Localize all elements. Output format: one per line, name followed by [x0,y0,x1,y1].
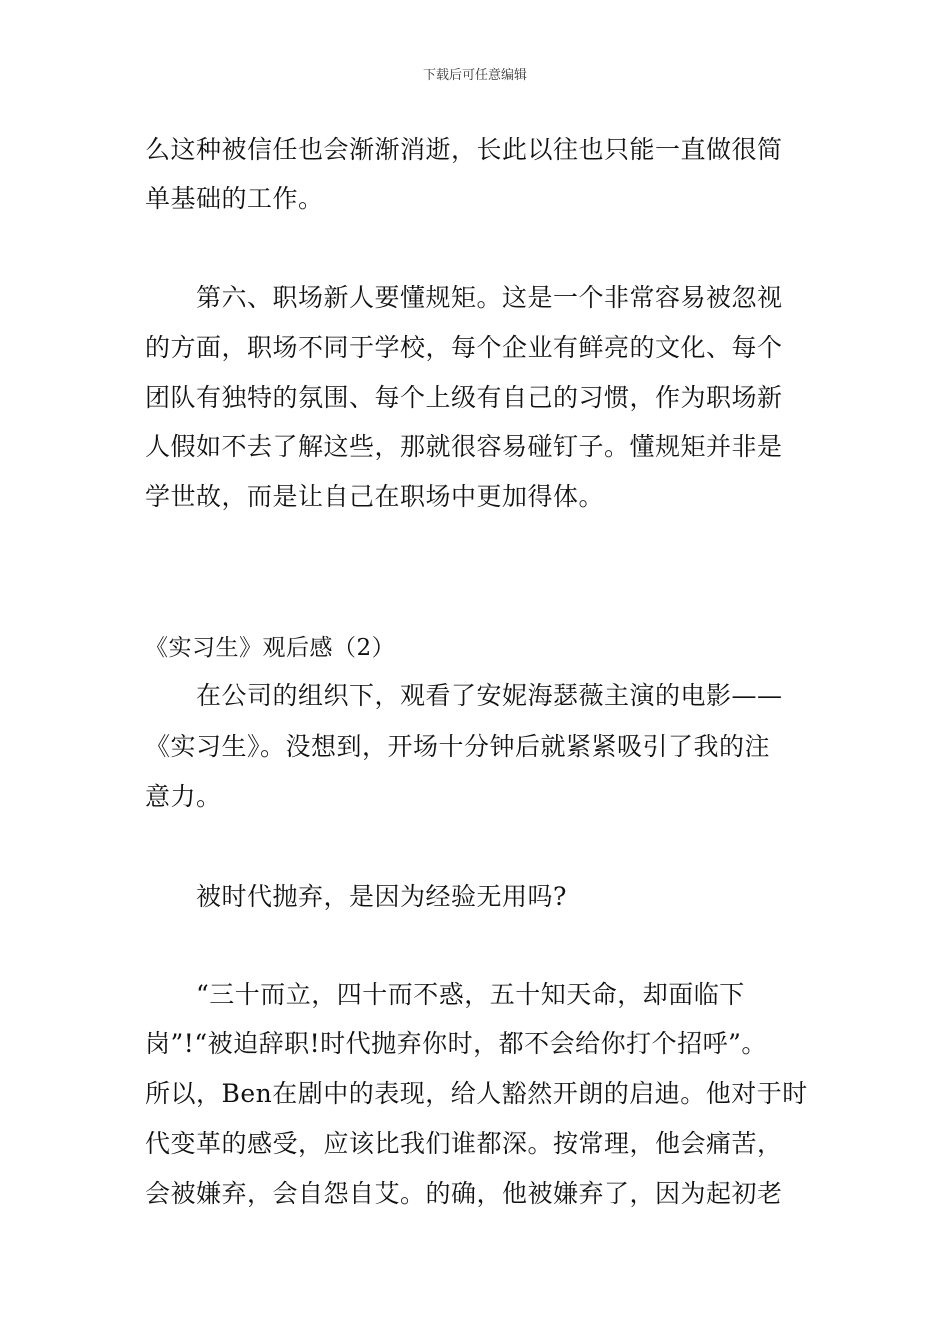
text-line: 单基础的工作。 [145,184,324,213]
text-line: “三十而立，四十而不惑，五十知天命，却面临下 [145,980,745,1009]
text-line: 被时代抛弃，是因为经验无用吗? [145,882,567,911]
text-line: 学世故，而是让自己在职场中更加得体。 [145,482,605,511]
text-line: 么这种被信任也会渐渐消逝，长此以往也只能一直做很简 [145,135,783,164]
page-header: 下载后可任意编辑 [422,68,527,83]
text-line: 第六、职场新人要懂规矩。这是一个非常容易被忽视 [145,283,783,312]
text-line: 所以，Ben在剧中的表现，给人豁然开朗的启迪。他对于时 [145,1079,808,1108]
text-line: 《实习生》。没想到，开场十分钟后就紧紧吸引了我的注 [145,732,771,761]
text-line: 代变革的感受，应该比我们谁都深。按常理，他会痛苦， [145,1129,783,1158]
text-line: 意力。 [145,782,222,811]
text-line: 岗”!“被迫辞职!时代抛弃你时，都不会给你打个招呼”。 [145,1029,767,1058]
section-title-text: 《实习生》观后感（2） [145,635,396,661]
text-line: 团队有独特的氛围、每个上级有自己的习惯，作为职场新 [145,383,783,412]
text-line: 会被嫌弃，会自怨自艾。的确，他被嫌弃了，因为起初老 [145,1179,783,1208]
text-line: 的方面，职场不同于学校，每个企业有鲜亮的文化、每个 [145,333,783,362]
text-line: 在公司的组织下，观看了安妮海瑟薇主演的电影—— [145,681,783,710]
text-line: 人假如不去了解这些，那就很容易碰钉子。懂规矩并非是 [145,432,783,461]
